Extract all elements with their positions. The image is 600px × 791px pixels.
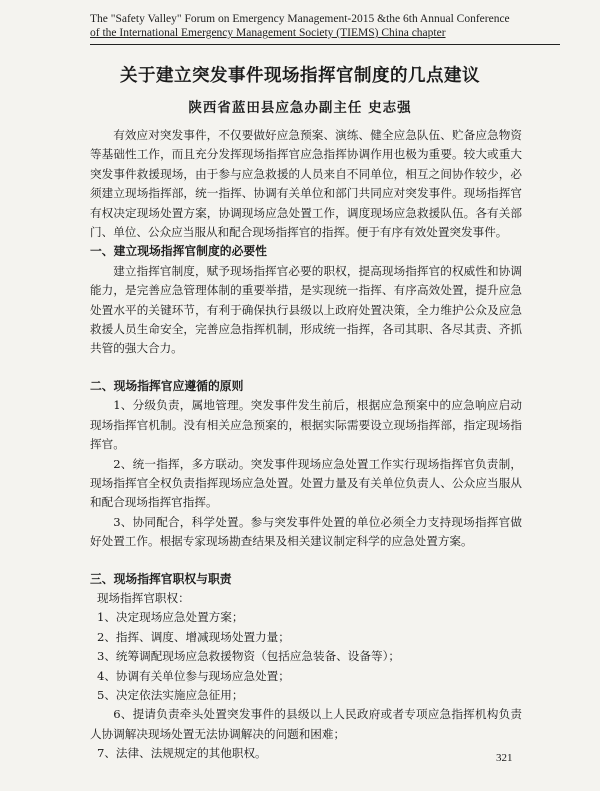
section-3-item: 3、统筹调配现场应急救援物资（包括应急装备、设备等）；: [96, 649, 400, 664]
header-line-1: The "Safety Valley" Forum on Emergency Management-2015 &the 6th Annual Conference: [90, 13, 510, 25]
article-body: [90, 126, 522, 764]
section-3-item: 5、决定依法实施应急征用；: [96, 687, 244, 702]
section-3-item: 6、提请负责牵头处置突发事件的县级以上人民政府或者专项应急指挥机构负责人协调解决现场处置无法协调解决的问题和困难；: [90, 707, 522, 741]
header-line-2: of the International Emergency Management Society (TIEMS) China chapter: [90, 27, 446, 39]
section-2-item: 1、分级负责，属地管理。突发事件发生前后，根据应急预案中的应急响应启动现场指挥官机制。没有相关应急预案的，根据实际需要设立现场指挥部，指定现场指挥官。: [90, 398, 522, 452]
section-2-item: 3、协同配合，科学处置。参与突发事件处置的单位必须全力支持现场指挥官做好处置工作。根据专家现场勘查结果及相关建议制定科学的应急处置方案。: [90, 514, 522, 549]
section-3-item: 4、协调有关单位参与现场应急处置；: [96, 668, 290, 683]
paper-title: 关于建立突发事件现场指挥官制度的几点建议: [120, 66, 480, 86]
section-1-heading: 一、建立现场指挥官制度的必要性: [90, 244, 267, 259]
section-3-item: 7、法律、法规规定的其他职权。: [96, 746, 267, 761]
spacer: [90, 552, 522, 570]
section-2-item: 2、统一指挥，多方联动。突发事件现场应急处置工作实行现场指挥官负责制，现场指挥官全权负责指挥现场应急处置。处置力量及有关单位负责人、公众应当服从和配合现场指挥官指挥。: [90, 456, 522, 510]
section-2-heading: 二、现场指挥官应遵循的原则: [90, 378, 244, 393]
section-3-item: 2、指挥、调度、增减现场处置力量；: [96, 629, 290, 644]
header-rule: [90, 44, 560, 45]
section-3-item: 1、决定现场应急处置方案；: [96, 610, 244, 625]
intro-paragraph: 有效应对突发事件，不仅要做好应急预案、演练、健全应急队伍、贮备应急物资等基础性工作，而且充分发挥现场指挥官应急指挥协调作用也极为重要。较大或重大突发事件救援现场，由于参与应急救援的人员来自不同单位，相互之间协作较少，必须建立现场指挥部，统一指挥、协调有关单位和部门共同应对突发事件。现场指挥官有权决定现场处置方案，协调现场应急处置工作，调度现场应急救援队伍。各有关部门、单位、公众应当服从和配合现场指挥官的指挥。便于有序有效处置突发事件。: [90, 128, 522, 240]
section-3-heading: 三、现场指挥官职权与职责: [90, 571, 232, 586]
section-3-lead: 现场指挥官职权：: [96, 590, 190, 605]
running-header: [90, 12, 560, 40]
spacer: [90, 359, 522, 377]
author-line: 陕西省蓝田县应急办副主任 史志强: [188, 100, 412, 116]
page-number: 321: [496, 752, 513, 764]
section-1-paragraph: 建立指挥官制度，赋予现场指挥官必要的职权，提高现场指挥官的权威性和协调能力，是完善应急管理体制的重要举措，是实现统一指挥、有序高效处置，提升应急处置水平的关键环节，有利于确保执行县级以上政府处置决策，全力维护公众及应急救援人员生命安全，完善应急指挥机制，形成统一指挥，各司其职、各尽其责、齐抓共管的强大合力。: [90, 263, 522, 356]
